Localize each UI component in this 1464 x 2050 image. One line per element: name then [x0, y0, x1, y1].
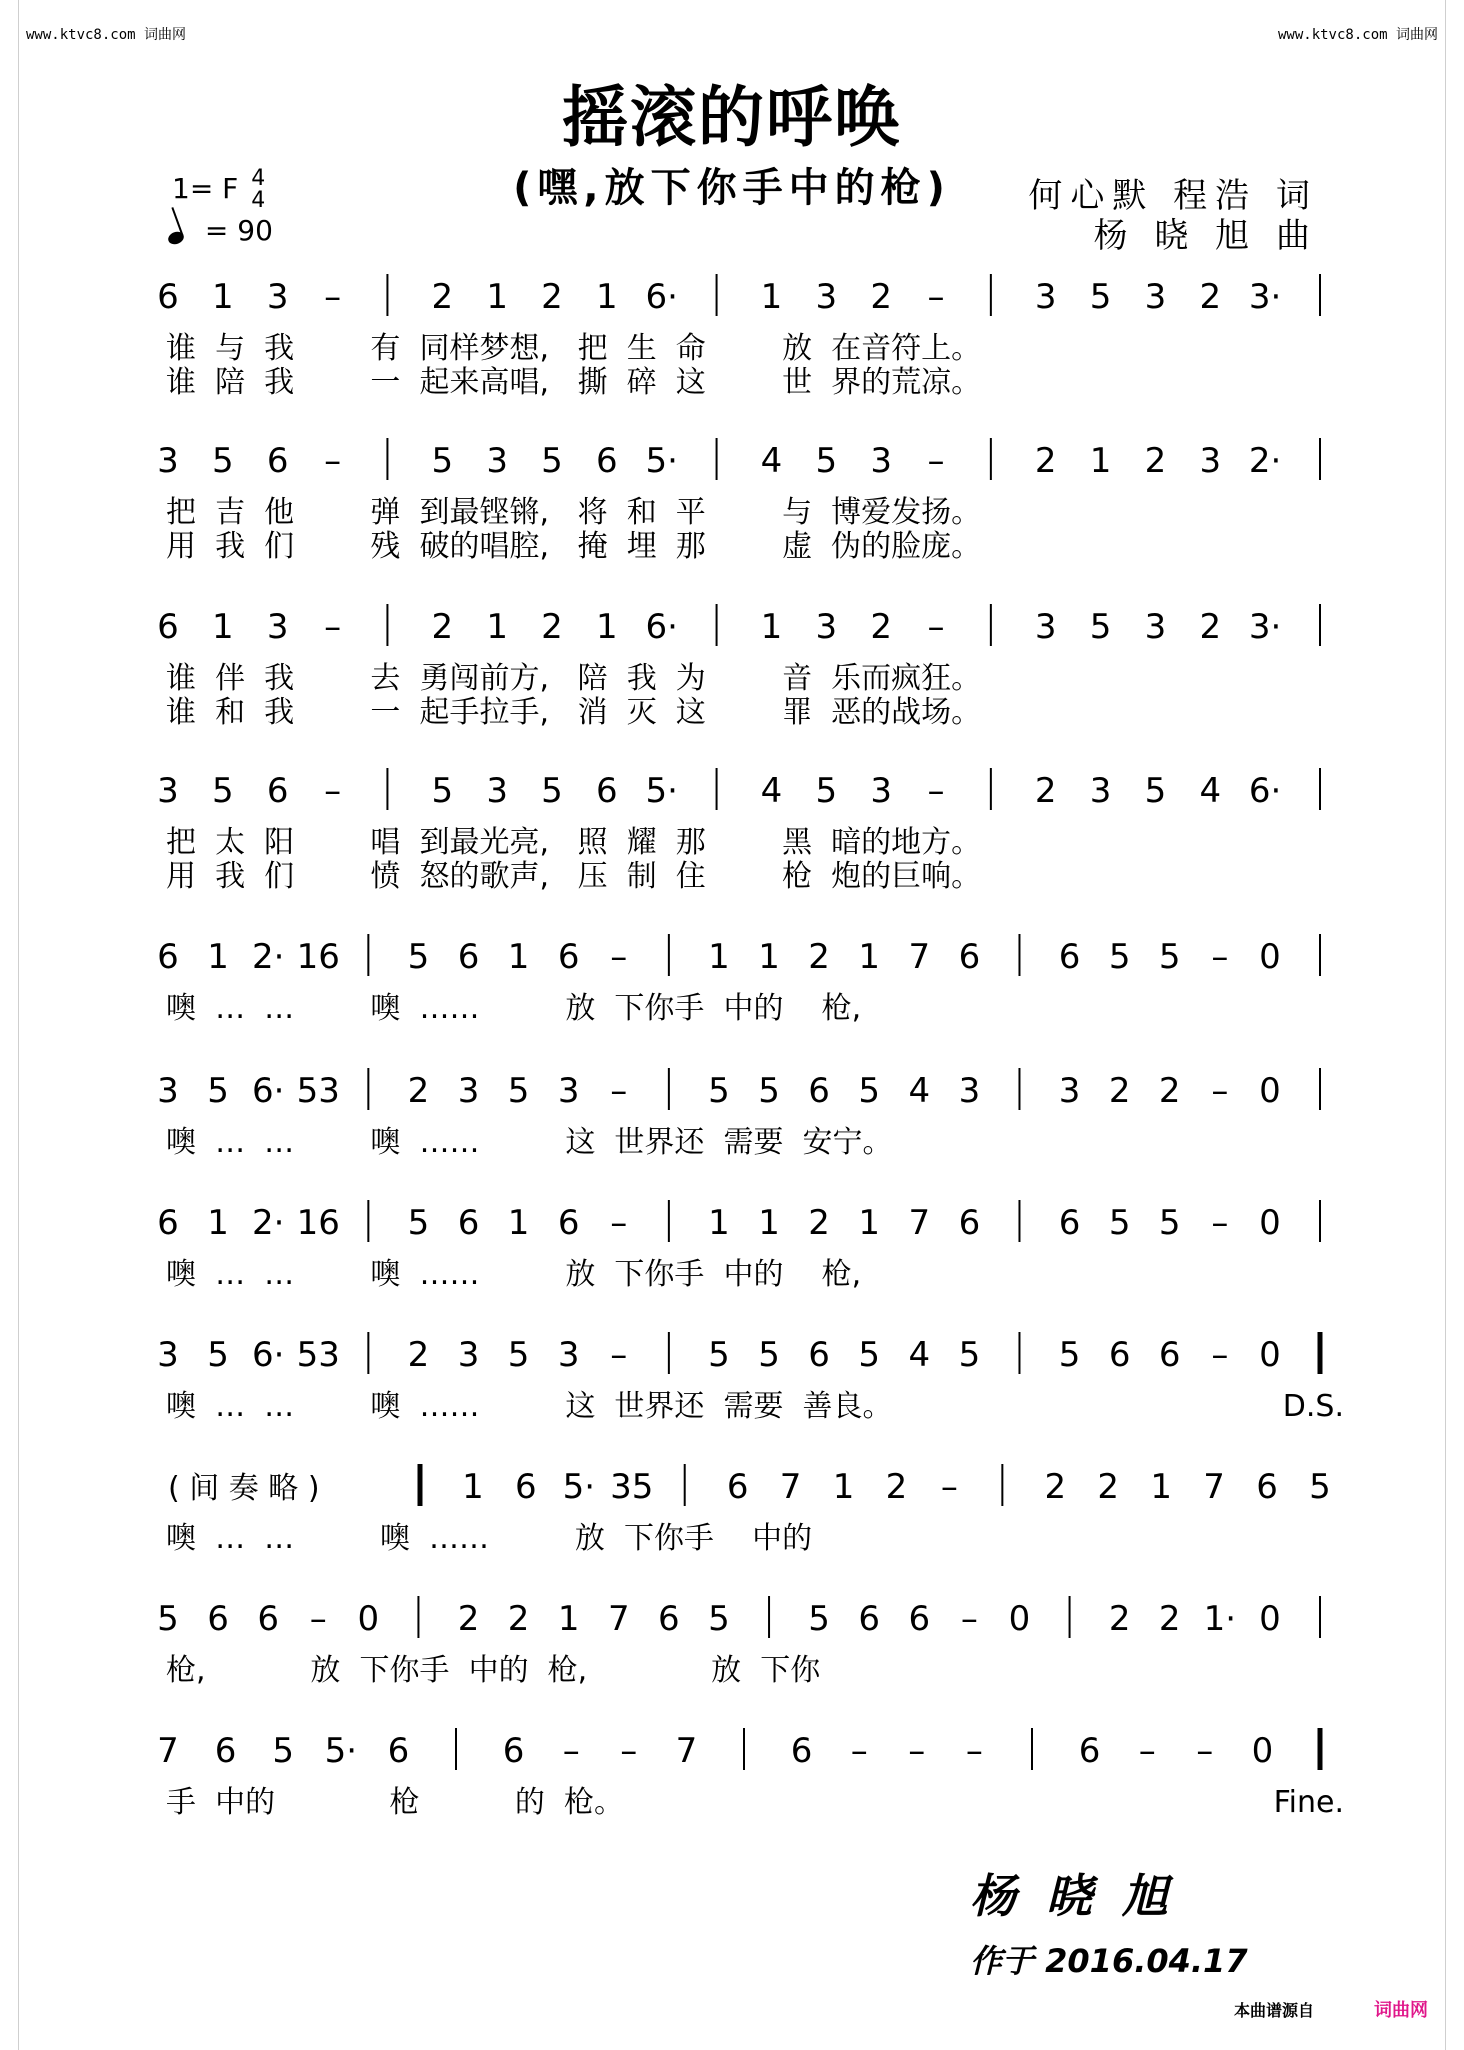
note-token: 3	[1034, 277, 1057, 317]
note-token: 0	[1259, 1599, 1281, 1639]
note-token: 3	[457, 1071, 480, 1111]
note-token: 2	[407, 1335, 430, 1375]
note-token: 5	[212, 771, 234, 811]
note-token: 3	[1144, 277, 1167, 317]
note-token: 1	[507, 1203, 530, 1243]
note-token: 3	[815, 607, 838, 647]
note-token: 4	[1199, 771, 1222, 811]
note-token: 6	[157, 937, 179, 977]
note-token: 5	[708, 1071, 730, 1111]
note-token: 6	[157, 1203, 179, 1243]
note-token: 3	[557, 1071, 580, 1111]
note-token: 4	[908, 1335, 931, 1375]
note-token: 1	[596, 277, 618, 317]
note-token: 1	[760, 607, 783, 647]
note-token: 2·	[251, 1203, 285, 1243]
site-watermark-left[interactable]: www.ktvc8.com 词曲网	[26, 27, 187, 43]
note-token: 5	[1309, 1467, 1331, 1507]
note-token: 2	[507, 1599, 530, 1639]
note-token: 5	[1089, 277, 1112, 317]
note-token: 1	[486, 277, 508, 317]
note-token: 2	[457, 1599, 480, 1639]
lyric-line: 把 太 阳 唱 到最光亮, 照 耀 那 黑 暗的地方。	[166, 825, 982, 860]
note-token: 6	[790, 1731, 813, 1771]
note-token: 2	[1158, 1071, 1181, 1111]
note-token: 6	[502, 1731, 525, 1771]
note-token: 3	[486, 771, 508, 811]
note-token: 3	[457, 1335, 480, 1375]
note-token: –	[960, 1599, 978, 1639]
note-token: 6·	[1248, 771, 1282, 811]
note-token: 1	[758, 1203, 780, 1243]
note-token: 6	[958, 1203, 981, 1243]
note-token: 53	[296, 1335, 340, 1375]
note-token: 4	[908, 1071, 931, 1111]
lyric-line: 谁 与 我 有 同样梦想, 把 生 命 放 在音符上。	[166, 331, 982, 366]
note-token: 5	[541, 441, 563, 481]
note-token: 6	[808, 1335, 830, 1375]
song-subtitle: (嘿,放下你手中的枪)	[513, 165, 951, 211]
note-token: 2	[870, 607, 892, 647]
note-token: 0	[1259, 1335, 1281, 1375]
note-token: 6	[207, 1599, 229, 1639]
note-token: 6	[457, 937, 480, 977]
note-token: 6·	[645, 607, 678, 647]
note-token: 6	[808, 1071, 830, 1111]
note-token: 2	[407, 1071, 430, 1111]
note-token: 5	[1108, 937, 1131, 977]
note-token: 7	[607, 1599, 630, 1639]
time-bottom: 4	[251, 188, 266, 213]
note-token: 5·	[645, 771, 678, 811]
note-token: 6	[557, 1203, 580, 1243]
lyric-line: 把 吉 他 弹 到最铿锵, 将 和 平 与 博爱发扬。	[166, 495, 982, 530]
note-token: –	[309, 1599, 327, 1639]
note-token: 2·	[251, 937, 285, 977]
note-token: –	[1138, 1731, 1156, 1771]
note-token: 1	[760, 277, 783, 317]
note-token: 3	[1199, 441, 1222, 481]
note-token: 2	[1044, 1467, 1067, 1507]
composer-credit: 杨 晓 旭 曲	[1093, 216, 1318, 256]
note-token: 6	[214, 1731, 237, 1771]
note-token: 5	[958, 1335, 981, 1375]
note-token: 5	[507, 1335, 530, 1375]
note-token: 6	[1058, 937, 1081, 977]
note-token: 3	[958, 1071, 981, 1111]
note-token: 3·	[1248, 607, 1282, 647]
note-token: 2	[1108, 1071, 1131, 1111]
note-token: 5	[431, 771, 454, 811]
note-token: 2	[541, 277, 563, 317]
song-title: 摇滚的呼唤	[562, 79, 902, 156]
note-token: –	[324, 441, 342, 481]
note-token: 1	[1150, 1467, 1172, 1507]
note-token: 5	[1108, 1203, 1131, 1243]
note-token: 1	[212, 277, 234, 317]
note-token: 5·	[562, 1467, 596, 1507]
note-token: 2	[885, 1467, 908, 1507]
note-token: 3	[815, 277, 838, 317]
note-token: 3	[266, 607, 289, 647]
note-token: 6	[257, 1599, 279, 1639]
note-token: 6·	[251, 1335, 285, 1375]
note-token: 2	[541, 607, 563, 647]
note-token: 6	[726, 1467, 749, 1507]
note-token: 0	[1259, 937, 1281, 977]
note-token: 2	[808, 937, 830, 977]
note-token: 1	[462, 1467, 484, 1507]
note-token: 5	[858, 1335, 881, 1375]
note-token: 5	[157, 1599, 179, 1639]
note-token: 6·	[645, 277, 678, 317]
note-token: 1	[207, 1203, 229, 1243]
end-mark: Fine.	[1273, 1785, 1344, 1820]
note-token: 5	[858, 1071, 881, 1111]
note-token: 3	[157, 1335, 179, 1375]
note-token: 5·	[324, 1731, 358, 1771]
lyric-line: 噢 … … 噢 …… 放 下你手 中的 枪,	[166, 991, 862, 1026]
note-token: 3	[870, 771, 892, 811]
note-token: –	[850, 1731, 868, 1771]
note-token: –	[1196, 1731, 1214, 1771]
note-token: –	[927, 441, 945, 481]
note-token: 2	[1034, 771, 1057, 811]
note-token: 16	[296, 1203, 340, 1243]
note-token: 6	[1058, 1203, 1081, 1243]
note-token: 7	[157, 1731, 179, 1771]
note-token: 1	[557, 1599, 580, 1639]
note-token: 5	[808, 1599, 830, 1639]
note-token: 5	[758, 1335, 780, 1375]
note-token: –	[562, 1731, 580, 1771]
note-token: 5·	[645, 441, 678, 481]
lyric-line: 用 我 们 残 破的唱腔, 掩 埋 那 虚 伪的脸庞。	[166, 529, 982, 564]
source-label: 本曲谱源自	[1233, 2001, 1314, 2020]
note-token: 1	[758, 937, 780, 977]
note-token: 6	[457, 1203, 480, 1243]
note-token: 1	[708, 1203, 730, 1243]
site-watermark-right[interactable]: www.ktvc8.com 词曲网	[1277, 27, 1438, 43]
note-token: 6	[908, 1599, 931, 1639]
note-token: 6	[596, 771, 618, 811]
note-token: 3	[1089, 771, 1112, 811]
note-token: 6	[596, 441, 618, 481]
end-mark: D.S.	[1282, 1389, 1344, 1424]
note-token: 7	[908, 1203, 931, 1243]
note-token: 2	[1199, 607, 1222, 647]
note-token: 2	[431, 607, 454, 647]
note-token: 3	[870, 441, 892, 481]
note-token: 5	[1058, 1335, 1081, 1375]
note-token: –	[927, 607, 945, 647]
note-token: 1	[708, 937, 730, 977]
note-token: 6	[266, 771, 289, 811]
lyric-line: 手 中的 枪 的 枪。	[166, 1785, 624, 1820]
note-token: 2	[431, 277, 454, 317]
note-token: 3	[1034, 607, 1057, 647]
note-token: 2·	[1248, 441, 1282, 481]
author-signature: 杨晓旭	[970, 1869, 1198, 1923]
note-token: 1	[212, 607, 234, 647]
note-token: 5	[1089, 607, 1112, 647]
interlude-note: ( 间 奏 略 )	[168, 1471, 320, 1506]
note-token: 5	[758, 1071, 780, 1111]
note-token: 5	[541, 771, 563, 811]
note-token: 6·	[251, 1071, 285, 1111]
note-token: 2	[1144, 441, 1167, 481]
note-token: 5	[815, 441, 838, 481]
note-token: –	[1211, 1071, 1229, 1111]
note-token: 5	[507, 1071, 530, 1111]
note-token: 0	[357, 1599, 380, 1639]
note-token: 0	[1251, 1731, 1274, 1771]
note-token: 1	[858, 937, 881, 977]
lyric-line: 谁 陪 我 一 起来高唱, 撕 碎 这 世 界的荒凉。	[166, 365, 982, 400]
note-token: –	[610, 1071, 628, 1111]
note-token: 5	[207, 1335, 229, 1375]
note-token: 1	[858, 1203, 881, 1243]
note-token: –	[1211, 937, 1229, 977]
note-token: –	[610, 1335, 628, 1375]
note-token: 2	[808, 1203, 830, 1243]
note-token: 5	[1158, 937, 1181, 977]
note-token: 6	[658, 1599, 680, 1639]
note-token: 5	[431, 441, 454, 481]
composition-date: 作于 2016.04.17	[970, 1942, 1248, 1980]
note-token: 3	[1058, 1071, 1081, 1111]
note-token: 6	[858, 1599, 881, 1639]
note-token: 5	[815, 771, 838, 811]
tempo-value: = 90	[204, 214, 273, 247]
note-token: –	[610, 1203, 628, 1243]
note-token: 6	[1078, 1731, 1101, 1771]
note-token: 6	[557, 937, 580, 977]
note-token: 35	[610, 1467, 654, 1507]
note-token: 0	[1259, 1203, 1281, 1243]
note-token: 4	[760, 441, 783, 481]
note-token: 6	[266, 441, 289, 481]
note-token: –	[610, 937, 628, 977]
note-token: –	[927, 277, 945, 317]
note-token: 2	[870, 277, 892, 317]
note-token: 6	[157, 607, 179, 647]
key-text: 1= F	[172, 172, 239, 205]
note-token: 1	[1089, 441, 1112, 481]
note-token: –	[1211, 1203, 1229, 1243]
note-token: 3	[486, 441, 508, 481]
note-token: 5	[212, 441, 234, 481]
lyric-line: 噢 … … 噢 …… 放 下你手 中的	[166, 1521, 813, 1556]
note-token: 6	[387, 1731, 410, 1771]
lyric-line: 谁 和 我 一 起手拉手, 消 灭 这 罪 恶的战场。	[166, 695, 982, 730]
note-token: 7	[1203, 1467, 1225, 1507]
note-token: –	[940, 1467, 958, 1507]
note-token: 2	[1199, 277, 1222, 317]
note-token: –	[1211, 1335, 1229, 1375]
note-token: 5	[207, 1071, 229, 1111]
lyric-line: 用 我 们 愤 怒的歌声, 压 制 住 枪 炮的巨响。	[166, 859, 982, 894]
note-token: 3·	[1248, 277, 1282, 317]
note-token: –	[908, 1731, 926, 1771]
note-token: 5	[407, 937, 430, 977]
note-token: 5	[272, 1731, 295, 1771]
lyric-line: 噢 … … 噢 …… 放 下你手 中的 枪,	[166, 1257, 862, 1292]
note-token: 16	[296, 937, 340, 977]
note-token: 5	[1144, 771, 1167, 811]
note-token: 3	[157, 441, 179, 481]
note-token: 2	[1097, 1467, 1120, 1507]
note-token: 7	[675, 1731, 698, 1771]
note-token: 5	[1158, 1203, 1181, 1243]
note-token: 1	[832, 1467, 855, 1507]
note-token: 2	[1034, 441, 1057, 481]
note-token: 1·	[1203, 1599, 1237, 1639]
note-token: 7	[779, 1467, 802, 1507]
note-token: –	[324, 277, 342, 317]
lyric-line: 噢 … … 噢 …… 这 世界还 需要 善良。	[166, 1389, 893, 1424]
lyric-line: 噢 … … 噢 …… 这 世界还 需要 安宁。	[166, 1125, 893, 1160]
note-token: 7	[908, 937, 931, 977]
note-token: 6	[1158, 1335, 1181, 1375]
note-token: 3	[157, 1071, 179, 1111]
note-token: 6	[958, 937, 981, 977]
note-token: 5	[708, 1335, 730, 1375]
note-token: 0	[1008, 1599, 1031, 1639]
source-site-link[interactable]: 词曲网	[1374, 2000, 1428, 2021]
note-token: 6	[515, 1467, 537, 1507]
note-token: 6	[157, 277, 179, 317]
note-token: 3	[266, 277, 289, 317]
note-token: 1	[207, 937, 229, 977]
note-token: 4	[760, 771, 783, 811]
note-token: –	[965, 1731, 983, 1771]
note-token: 53	[296, 1071, 340, 1111]
lyricist-credit: 何心默 程浩 词	[1028, 176, 1318, 216]
note-token: 3	[1144, 607, 1167, 647]
note-token: 5	[407, 1203, 430, 1243]
note-token: –	[324, 771, 342, 811]
note-token: 3	[557, 1335, 580, 1375]
note-token: 2	[1158, 1599, 1181, 1639]
note-token: 1	[596, 607, 618, 647]
lyric-line: 谁 伴 我 去 勇闯前方, 陪 我 为 音 乐而疯狂。	[166, 661, 982, 696]
note-token: 0	[1259, 1071, 1281, 1111]
time-top: 4	[251, 166, 266, 191]
note-token: 5	[708, 1599, 730, 1639]
note-token: 1	[507, 937, 530, 977]
lyric-line: 枪, 放 下你手 中的 枪, 放 下你	[166, 1653, 821, 1688]
note-token: –	[927, 771, 945, 811]
note-token: –	[620, 1731, 638, 1771]
note-token: 6	[1256, 1467, 1278, 1507]
note-token: 6	[1108, 1335, 1131, 1375]
note-token: –	[324, 607, 342, 647]
note-token: 1	[486, 607, 508, 647]
note-token: 3	[157, 771, 179, 811]
note-token: 2	[1108, 1599, 1131, 1639]
